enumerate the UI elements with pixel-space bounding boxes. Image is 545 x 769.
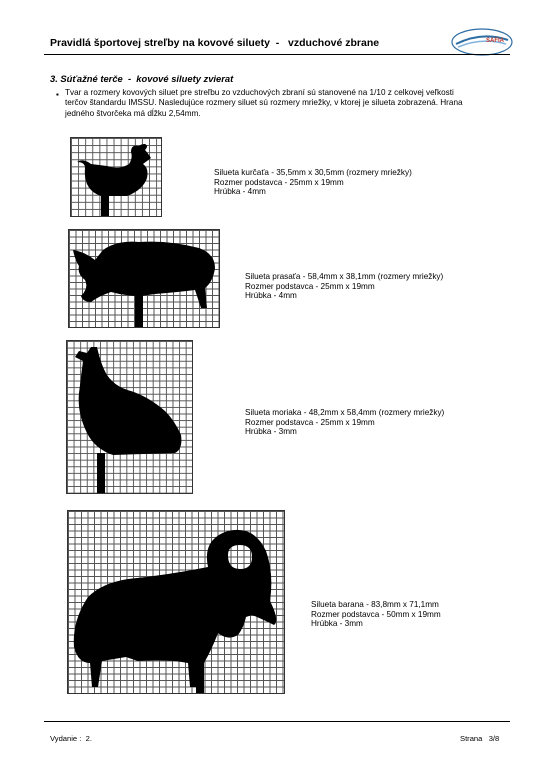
- chicken-silhouette-grid: [70, 137, 162, 217]
- ram-caption: [311, 600, 441, 629]
- caption-line: Silueta barana - 83,8mm x 71,1mm: [311, 600, 439, 609]
- ram-silhouette: [68, 511, 285, 694]
- intro-paragraph: [65, 88, 513, 119]
- caption-line: Rozmer podstavca - 50mm x 19mm: [311, 609, 441, 619]
- caption-line: Rozmer podstavca - 25mm x 19mm: [245, 281, 375, 291]
- caption-line: Silueta kurčaťa - 35,5mm x 30,5mm (rozmery mriežky): [214, 168, 412, 177]
- pig-silhouette-grid: [68, 229, 220, 328]
- caption-line: Rozmer podstavca - 25mm x 19mm: [214, 177, 344, 187]
- chicken-caption: [214, 168, 412, 197]
- caption-line: Hrúbka - 3mm: [245, 427, 297, 437]
- logo-text: SAFIA: [486, 38, 504, 44]
- pig-caption: [245, 272, 443, 301]
- chicken-silhouette: [71, 138, 162, 217]
- caption-line: Hrúbka - 3mm: [311, 619, 363, 629]
- header-rule: [44, 54, 510, 55]
- bullet-marker: ▪: [56, 90, 59, 99]
- footer-rule: [44, 721, 510, 722]
- section-heading: 3. Súťažné terče - kovové siluety zvierat: [50, 73, 234, 84]
- paragraph-line: terčov štandardu IMSSU. Nasledujúce rozmery siluet sú rozmery mriežky, v ktorej je silueta zobrazená. Hrana: [65, 98, 463, 108]
- paragraph-line: Tvar a rozmery kovových siluet pre streľbu zo vzduchových zbraní sú stanovené na 1/10 z celkovej veľkosti: [65, 88, 454, 97]
- ram-silhouette-grid: [67, 510, 285, 694]
- paragraph-line: jedného štvorčeka má dĺžku 2,54mm.: [65, 108, 201, 118]
- turkey-silhouette: [67, 341, 193, 494]
- page-number: Strana 3/8: [460, 734, 500, 743]
- caption-line: Silueta prasaťa - 58,4mm x 38,1mm (rozmery mriežky): [245, 272, 444, 281]
- caption-line: Hrúbka - 4mm: [245, 291, 297, 301]
- safia-logo: [450, 27, 514, 57]
- edition-label: Vydanie : 2.: [50, 734, 92, 743]
- pig-silhouette: [69, 230, 220, 328]
- caption-line: Rozmer podstavca - 25mm x 19mm: [245, 417, 375, 427]
- document-title: Pravidlá športovej streľby na kovové siluety - vzduchové zbrane: [50, 37, 380, 49]
- turkey-silhouette-grid: [66, 340, 193, 494]
- turkey-caption: [245, 408, 444, 437]
- caption-line: Hrúbka - 4mm: [214, 187, 266, 197]
- caption-line: Silueta moriaka - 48,2mm x 58,4mm (rozmery mriežky): [245, 408, 445, 417]
